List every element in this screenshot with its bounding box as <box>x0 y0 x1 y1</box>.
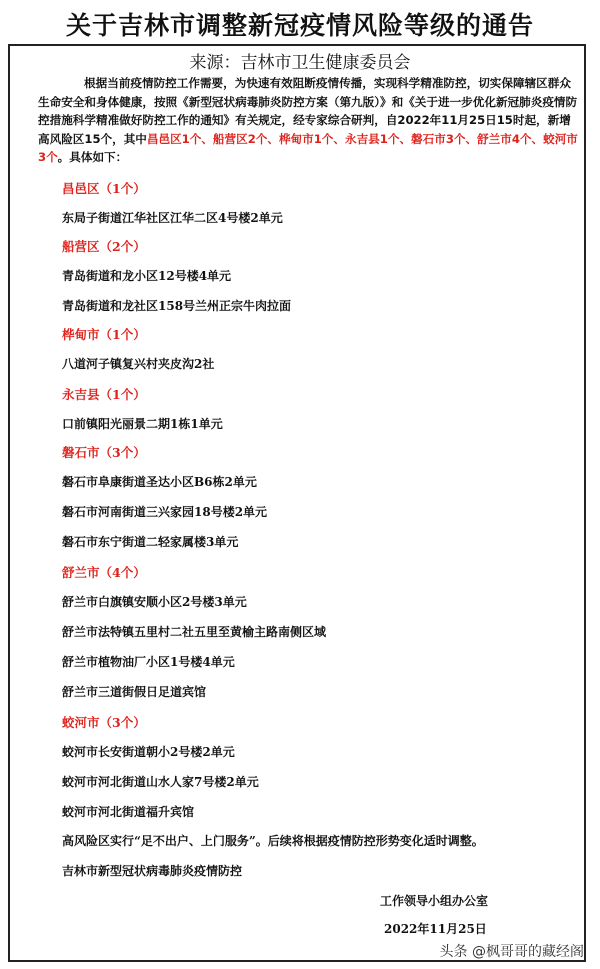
list-item: 舒兰市白旗镇安顺小区2号楼3单元 <box>62 595 247 609</box>
list-item: 蛟河市长安街道朝小2号楼2单元 <box>62 745 235 759</box>
list-item: 磐石市东宁街道二轻家属楼3单元 <box>62 535 239 549</box>
list-item: 东局子街道江华社区江华二区4号楼2单元 <box>62 211 283 225</box>
intro-highlight: 昌邑区1个、船营区2个、桦甸市1个、永吉县1个、磐石市3个、舒兰市4个、蛟河市3个 <box>38 131 578 164</box>
district-heading: 昌邑区（1个） <box>62 181 146 196</box>
list-item: 磐石市阜康街道圣达小区B6栋2单元 <box>62 475 257 489</box>
district-heading: 船营区（2个） <box>62 239 146 254</box>
district-heading: 舒兰市（4个） <box>62 565 146 580</box>
signature-date: 2022年11月25日 <box>384 922 487 936</box>
intro-text-end: 。具体如下： <box>57 150 128 164</box>
list-item: 舒兰市三道街假日足道宾馆 <box>62 685 207 699</box>
district-heading: 桦甸市（1个） <box>62 327 146 342</box>
watermark: 头条 @枫哥哥的藏经阁 <box>439 944 584 960</box>
signature-office: 工作领导小组办公室 <box>380 894 489 908</box>
list-item: 磐石市河南街道三兴家园18号楼2单元 <box>62 505 268 519</box>
list-item: 舒兰市法特镇五里村二社五里至黄榆主路南侧区域 <box>62 625 327 639</box>
list-item: 蛟河市河北街道山水人家7号楼2单元 <box>62 775 259 789</box>
list-item: 高风险区实行“足不出户、上门服务”。后续将根据疫情防控形势变化适时调整。 <box>62 834 484 848</box>
list-item: 青岛街道和龙小区12号楼4单元 <box>62 269 232 283</box>
list-item: 青岛街道和龙社区158号兰州正宗牛肉拉面 <box>62 299 292 313</box>
list-item: 八道河子镇复兴村夹皮沟2社 <box>62 357 215 371</box>
district-heading: 永吉县（1个） <box>62 387 146 402</box>
district-heading: 磐石市（3个） <box>62 445 146 460</box>
notice-source: 来源：吉林市卫生健康委员会 <box>189 53 411 73</box>
notice-title: 关于吉林市调整新冠疫情风险等级的通告 <box>65 11 534 40</box>
list-item: 吉林市新型冠状病毒肺炎疫情防控 <box>62 864 243 878</box>
list-item: 舒兰市植物油厂小区1号楼4单元 <box>62 655 235 669</box>
intro-text: 根据当前疫情防控工作需要，为快速有效阻断疫情传播，实现科学精准防控，切实保障辖区群众生命安全和身体健康，按照《新型冠状病毒肺炎防控方案（第九版）》和《关于进一步优化新冠肺炎疫情防控措施科学精准做好防控工作的通知》有关规定，经专家综合研判，自2022年11月25日15时起，新增高风险区15个，其中 <box>38 76 578 146</box>
list-item: 蛟河市河北街道福升宾馆 <box>62 805 195 819</box>
district-heading: 蛟河市（3个） <box>62 715 146 730</box>
list-item: 口前镇阳光丽景二期1栋1单元 <box>62 417 223 431</box>
